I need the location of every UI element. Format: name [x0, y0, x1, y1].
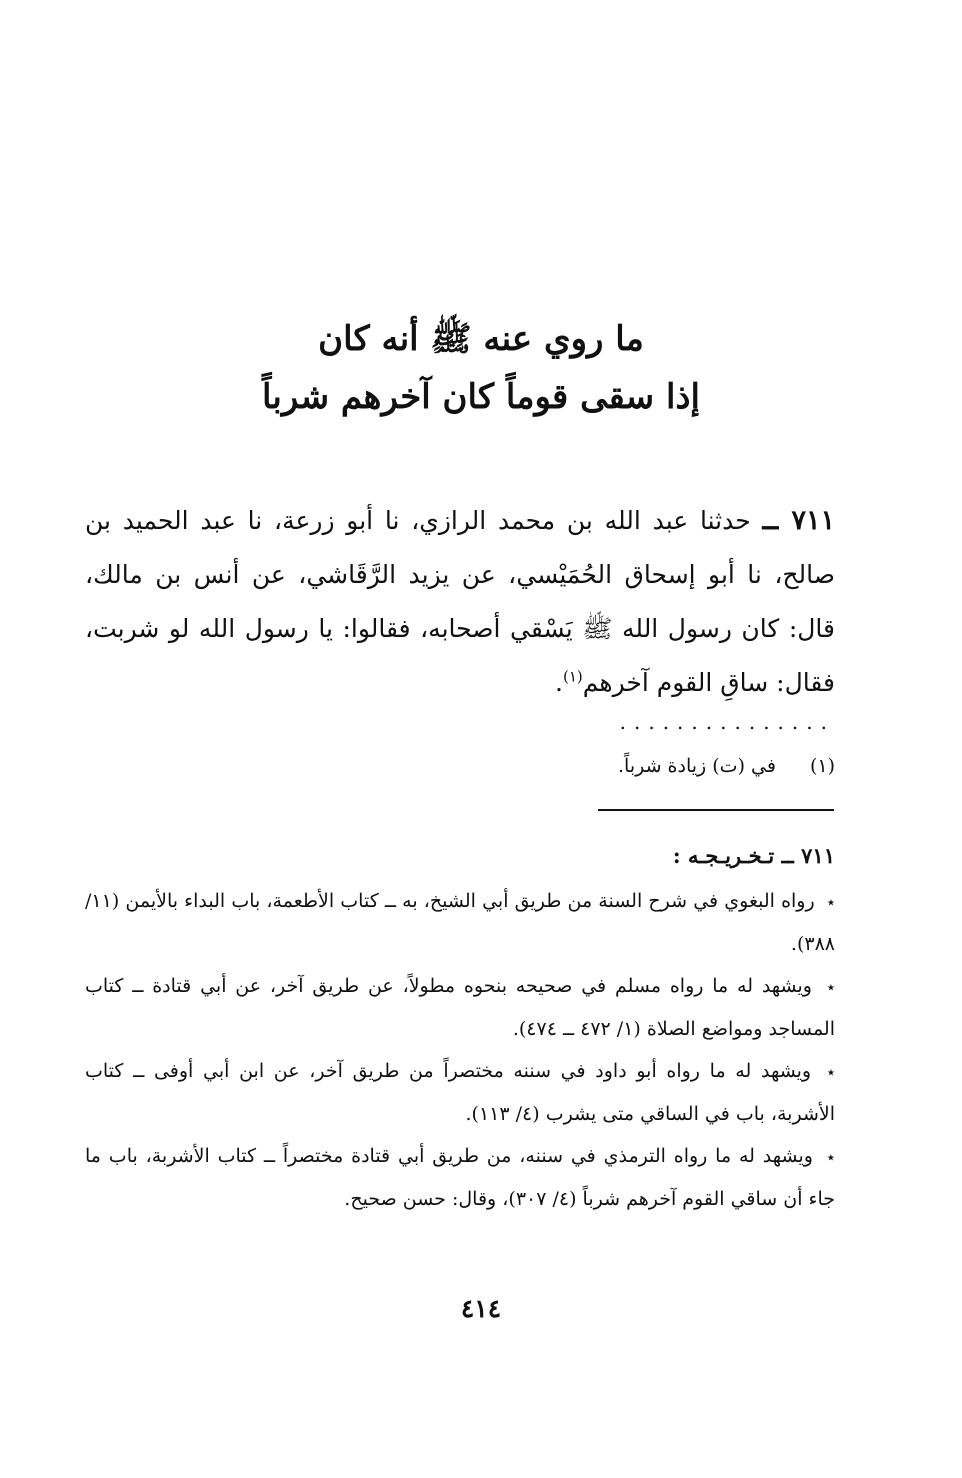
hadith-text-block	[85, 494, 835, 710]
chapter-title-line-2: إذا سقى قوماً كان آخرهم شرباً	[262, 377, 700, 417]
hadith-body: حدثنا عبد الله بن محمد الرازي، نا أبو زرعة، نا عبد الحميد بن صالح، نا أبو إسحاق الحُمَيْسي، عن يزيد الرَّقَاشي، عن أنس بن مالك، قال: كان رسول الله ﷺ يَسْقي أصحابه، فقالوا: يا رسول الله لو شربت، فقال: ساقِ القوم آخرهم	[85, 506, 835, 697]
footnote-reference: (١)	[562, 667, 583, 686]
bullet-star-icon: ٭	[826, 1148, 835, 1166]
takhrij-item-text: رواه البغوي في شرح السنة من طريق أبي الشيخ، به ــ كتاب الأطعمة، باب البداء بالأيمن (١١/ ٣٨٨).	[85, 890, 835, 955]
takhrij-item	[85, 880, 835, 965]
bullet-star-icon: ٭	[826, 893, 836, 911]
takhrij-item-text: ويشهد له ما رواه أبو داود في سننه مختصراً من طريق آخر، عن ابن أبي أوفى ــ كتاب الأشربة، باب في الساقي متى يشرب (٤/ ١١٣).	[85, 1060, 835, 1125]
takhrij-title: تـخـريـجـه :	[672, 843, 775, 868]
takhrij-heading	[85, 836, 835, 876]
bullet-star-icon: ٭	[826, 1063, 835, 1081]
dotted-separator: ...............	[619, 712, 835, 732]
takhrij-item	[85, 1135, 835, 1220]
takhrij-item	[85, 965, 835, 1050]
takhrij-item	[85, 1050, 835, 1135]
page-number: ٤١٤	[460, 1294, 502, 1323]
hadith-number: ٧١١ ــ	[762, 505, 835, 536]
chapter-title	[0, 310, 962, 426]
takhrij-number: ٧١١ ــ	[781, 843, 835, 868]
footnote-marker: (١)	[809, 755, 835, 777]
hadith-end-punct: .	[555, 668, 563, 697]
takhrij-item-text: ويشهد له ما رواه مسلم في صحيحه بنحوه مطولاً، عن طريق آخر، عن أبي قتادة ــ كتاب المساجد ومواضع الصلاة (١/ ٤٧٢ ــ ٤٧٤).	[85, 975, 835, 1040]
takhrij-item-text: ويشهد له ما رواه الترمذي في سننه، من طريق أبي قتادة مختصراً ــ كتاب الأشربة، باب ما جاء أن ساقي القوم آخرهم شرباً (٤/ ٣٠٧)، وقال: حسن صحيح.	[85, 1145, 835, 1210]
footnote-rule	[598, 809, 834, 811]
bullet-star-icon: ٭	[826, 978, 835, 996]
footnote	[85, 752, 835, 780]
footnote-text: في (ت) زيادة شرباً.	[618, 755, 776, 777]
chapter-title-line-1: ما روي عنه ﷺ أنه كان	[318, 319, 644, 359]
takhrij-list	[85, 880, 835, 1220]
